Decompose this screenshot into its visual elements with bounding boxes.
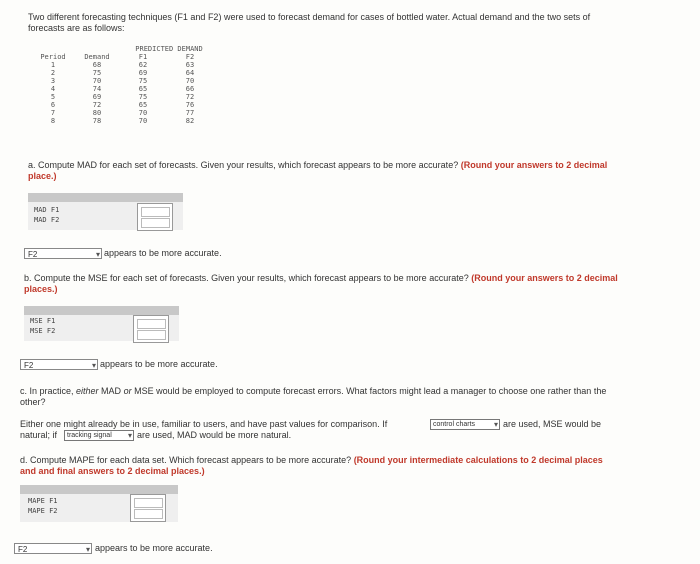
part-b-panel-header	[24, 306, 179, 315]
part-a-question: a. Compute MAD for each set of forecasts. Given your results, which forecast appears to be more accurate? (Round your answers to 2 decimal place.)	[28, 160, 608, 181]
part-c-answer-line1: Either one might already be in use, familiar to users, and have past values for comparison. If	[20, 419, 388, 429]
table-cell: 72	[92, 101, 102, 109]
table-cell: 74	[92, 85, 102, 93]
tracking-signal-select[interactable]: tracking signal ▾	[64, 430, 134, 441]
table-cell: 70	[138, 117, 148, 125]
mad-f2-label: MAD F2	[34, 216, 60, 224]
col-header-demand: Demand	[84, 53, 110, 61]
part-b-suffix: appears to be more accurate.	[100, 359, 218, 369]
table-cell: 2	[50, 69, 56, 77]
table-cell: 69	[138, 69, 148, 77]
table-row	[32, 61, 214, 69]
table-cell: 1	[50, 61, 56, 69]
part-d-panel-header	[20, 485, 178, 494]
table-cell: 68	[92, 61, 102, 69]
part-c-answer-line4: are used, MAD would be more natural.	[137, 430, 292, 440]
part-a-panel	[28, 202, 183, 230]
table-cell: 78	[92, 117, 102, 125]
table-cell: 80	[92, 109, 102, 117]
part-a-panel-header	[28, 193, 183, 202]
mad-f1-input[interactable]	[141, 207, 170, 217]
part-c-question: c. In practice, either MAD or MSE would be employed to compute forecast errors. What factors might lead a manager to choose one rather than the other?	[20, 386, 607, 407]
part-c-answer-line3: natural; if	[20, 430, 58, 440]
table-cell: 4	[50, 85, 56, 93]
col-header-period: Period	[40, 53, 66, 61]
table-cell: 62	[138, 61, 148, 69]
mape-f1-label: MAPE F1	[28, 497, 58, 505]
part-b-panel	[24, 315, 179, 341]
mse-f1-input[interactable]	[137, 319, 166, 329]
table-cell: 65	[138, 85, 148, 93]
mape-f2-label: MAPE F2	[28, 507, 58, 515]
table-cell: 6	[50, 101, 56, 109]
chevron-down-icon: ▾	[493, 420, 498, 429]
mape-f2-input[interactable]	[134, 509, 163, 519]
table-cell: 63	[185, 61, 195, 69]
table-cell: 76	[185, 101, 195, 109]
col-header-f2: F2	[185, 53, 195, 61]
table-row	[32, 77, 214, 85]
table-cell: 69	[92, 93, 102, 101]
mse-f2-input[interactable]	[137, 330, 166, 340]
table-cell: 72	[185, 93, 195, 101]
mse-f2-label: MSE F2	[30, 327, 56, 335]
table-row	[32, 85, 214, 93]
table-cell: 7	[50, 109, 56, 117]
table-row	[32, 69, 214, 77]
control-charts-select[interactable]: control charts ▾	[430, 419, 500, 430]
table-cell: 77	[185, 109, 195, 117]
table-cell: 82	[185, 117, 195, 125]
part-a-forecast-select[interactable]: F2 ▾	[24, 248, 102, 259]
part-b-forecast-select[interactable]: F2 ▾	[20, 359, 98, 370]
table-cell: 3	[50, 77, 56, 85]
table-row	[32, 101, 214, 109]
table-cell: 75	[138, 77, 148, 85]
table-cell: 66	[185, 85, 195, 93]
part-c-answer-line2: are used, MSE would be	[503, 419, 602, 429]
part-d-suffix: appears to be more accurate.	[95, 543, 213, 553]
intro-text: Two different forecasting techniques (F1 and F2) were used to forecast demand for cases of bottled water. Actual demand and the two sets of forecasts are as follows:	[28, 12, 591, 33]
table-cell: 5	[50, 93, 56, 101]
table-row	[32, 93, 214, 101]
table-cell: 64	[185, 69, 195, 77]
part-b-question: b. Compute the MSE for each set of forecasts. Given your results, which forecast appears to be more accurate? (Round your answers to 2 decimal places.)	[24, 273, 618, 294]
table-cell: 8	[50, 117, 56, 125]
part-d-question: d. Compute MAPE for each data set. Which forecast appears to be more accurate? (Round your intermediate calculations to 2 decimal places and and final answers to 2 decimal places.)	[20, 455, 603, 476]
part-d-panel	[20, 494, 178, 522]
table-cell: 70	[92, 77, 102, 85]
table-cell: 65	[138, 101, 148, 109]
col-header-f1: F1	[138, 53, 148, 61]
mad-f1-label: MAD F1	[34, 206, 60, 214]
mse-f1-label: MSE F1	[30, 317, 56, 325]
table-row	[32, 117, 214, 125]
chevron-down-icon: ▾	[127, 431, 132, 440]
chevron-down-icon: ▾	[95, 250, 100, 259]
mse-answer-box	[133, 315, 169, 343]
table-cell: 75	[92, 69, 102, 77]
chevron-down-icon: ▾	[85, 545, 90, 554]
part-a-suffix: appears to be more accurate.	[104, 248, 222, 258]
table-cell: 70	[138, 109, 148, 117]
mape-answer-box	[130, 494, 166, 522]
chevron-down-icon: ▾	[91, 361, 96, 370]
part-d-forecast-select[interactable]: F2 ▾	[14, 543, 92, 554]
table-cell: 70	[185, 77, 195, 85]
mape-f1-input[interactable]	[134, 498, 163, 508]
table-cell: 75	[138, 93, 148, 101]
table-row	[32, 109, 214, 117]
predicted-demand-header: PREDICTED DEMAND	[135, 45, 203, 53]
mad-answer-box	[137, 203, 173, 231]
mad-f2-input[interactable]	[141, 218, 170, 228]
